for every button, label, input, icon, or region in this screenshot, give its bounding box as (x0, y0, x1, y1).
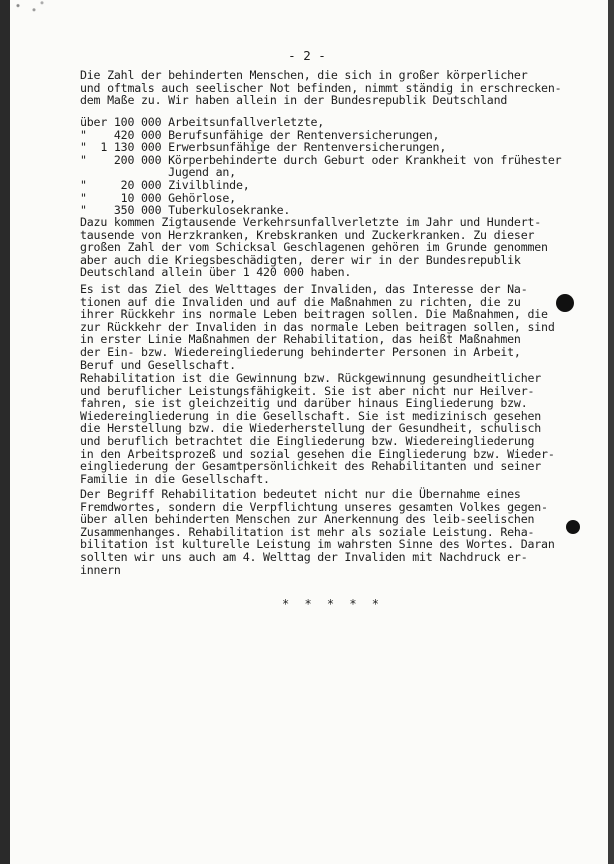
text-line: Dazu kommen Zigtausende Verkehrsunfallverletzte im Jahr und Hundert- (80, 215, 542, 229)
text-line: eingliederung der Gesamtpersönlichkeit des Rehabilitanten und seiner (80, 459, 542, 474)
punch-hole (556, 294, 574, 312)
paragraph-rehabilitation-concept (80, 488, 580, 576)
text-line: dem Maße zu. Wir haben allein in der Bundesrepublik Deutschland (80, 93, 508, 108)
text-line: Beruf und Gesellschaft. (80, 357, 236, 372)
text-line: " 200 000 Körperbehinderte durch Geburt oder Krankheit von frühester (80, 152, 562, 167)
scan-edge-right (608, 0, 614, 864)
scan-speckle (10, 0, 50, 14)
text-line: die Herstellung bzw. die Wiederherstellung der Gesundheit, schulisch (80, 421, 542, 436)
text-line: und beruflich betrachtet die Eingliederung bzw. Wiedereingliederung (80, 433, 535, 448)
statistics-list (80, 116, 580, 217)
text-line: und oftmals auch seelischer Not befinden, nimmt ständig in erschrecken- (80, 80, 562, 95)
text-line: Wiedereingliederung in die Gesellschaft. Sie ist medizinisch gesehen (80, 408, 542, 423)
text-line: Jugend an, (80, 165, 236, 180)
paragraph-additional-victims (80, 216, 580, 279)
text-line: Rehabilitation ist die Gewinnung bzw. Rückgewinnung gesundheitlicher (80, 371, 542, 385)
scan-edge-left (0, 0, 10, 864)
punch-hole (566, 520, 580, 534)
text-line: über allen behinderten Menschen zur Anerkennung des leib-seelischen (80, 512, 535, 527)
text-line: " 1 130 000 Erwerbsunfähige der Rentenversicherungen, (80, 140, 447, 155)
closing-asterisks: * * * * * (282, 597, 384, 611)
text-line: sollten wir uns auch am 4. Welttag der Invaliden mit Nachdruck er- (80, 549, 528, 564)
text-line: Deutschland allein über 1 420 000 haben. (80, 265, 352, 280)
text-line: Der Begriff Rehabilitation bedeutet nicht nur die Übernahme eines (80, 487, 521, 501)
text-line: tionen auf die Invaliden und auf die Maßnahmen zu richten, die zu (80, 294, 521, 309)
text-line: großen Zahl der vom Schicksal Geschlagenen gehören im Grunde genommen (80, 240, 548, 255)
text-line: " 20 000 Zivilblinde, (80, 177, 250, 192)
text-line: aber auch die Kriegsbeschädigten, derer wir in der Bundesrepublik (80, 252, 521, 267)
text-line: " 420 000 Berufsunfähige der Rentenversicherungen, (80, 127, 440, 142)
text-line: über 100 000 Arbeitsunfallverletzte, (80, 115, 325, 129)
text-line: bilitation ist kulturelle Leistung im wahrsten Sinne des Wortes. Daran (80, 537, 555, 552)
text-line: zur Rückkehr der Invaliden in das normale Leben beitragen sollen, sind (80, 319, 555, 334)
text-line: ihrer Rückkehr ins normale Leben beitragen sollen. Die Maßnahmen, die (80, 307, 548, 322)
text-line: fahren, sie ist gleichzeitig und darüber hinaus Eingliederung bzw. (80, 396, 528, 411)
text-line: Es ist das Ziel des Welttages der Invaliden, das Interesse der Na- (80, 282, 528, 296)
text-line: Familie in die Gesellschaft. (80, 471, 270, 486)
text-line: und beruflicher Leistungsfähigkeit. Sie ist aber nicht nur Heilver- (80, 383, 535, 398)
text-line: in den Arbeitsprozeß und sozial gesehen die Eingliederung bzw. Wieder- (80, 446, 555, 461)
text-line: innern (80, 562, 121, 577)
page-number: - 2 - (288, 48, 326, 63)
text-line: der Ein- bzw. Wiedereingliederung behinderter Personen in Arbeit, (80, 344, 521, 359)
text-line: Zusammenhanges. Rehabilitation ist mehr als soziale Leistung. Reha- (80, 524, 535, 539)
intro-paragraph (80, 69, 580, 107)
paragraph-world-day-goal (80, 283, 580, 371)
text-line: Fremdwortes, sondern die Verpflichtung unseres gesamten Volkes gegen- (80, 499, 548, 514)
text-line: tausende von Herzkranken, Krebskranken und Zuckerkranken. Zu dieser (80, 227, 535, 242)
text-line: Die Zahl der behinderten Menschen, die sich in großer körperlicher (80, 68, 528, 82)
text-line: " 350 000 Tuberkulosekranke. (80, 203, 291, 218)
paragraph-rehabilitation-definition (80, 372, 580, 485)
text-line: " 10 000 Gehörlose, (80, 190, 236, 205)
text-line: in erster Linie Maßnahmen der Rehabilitation, das heißt Maßnahmen (80, 332, 521, 347)
